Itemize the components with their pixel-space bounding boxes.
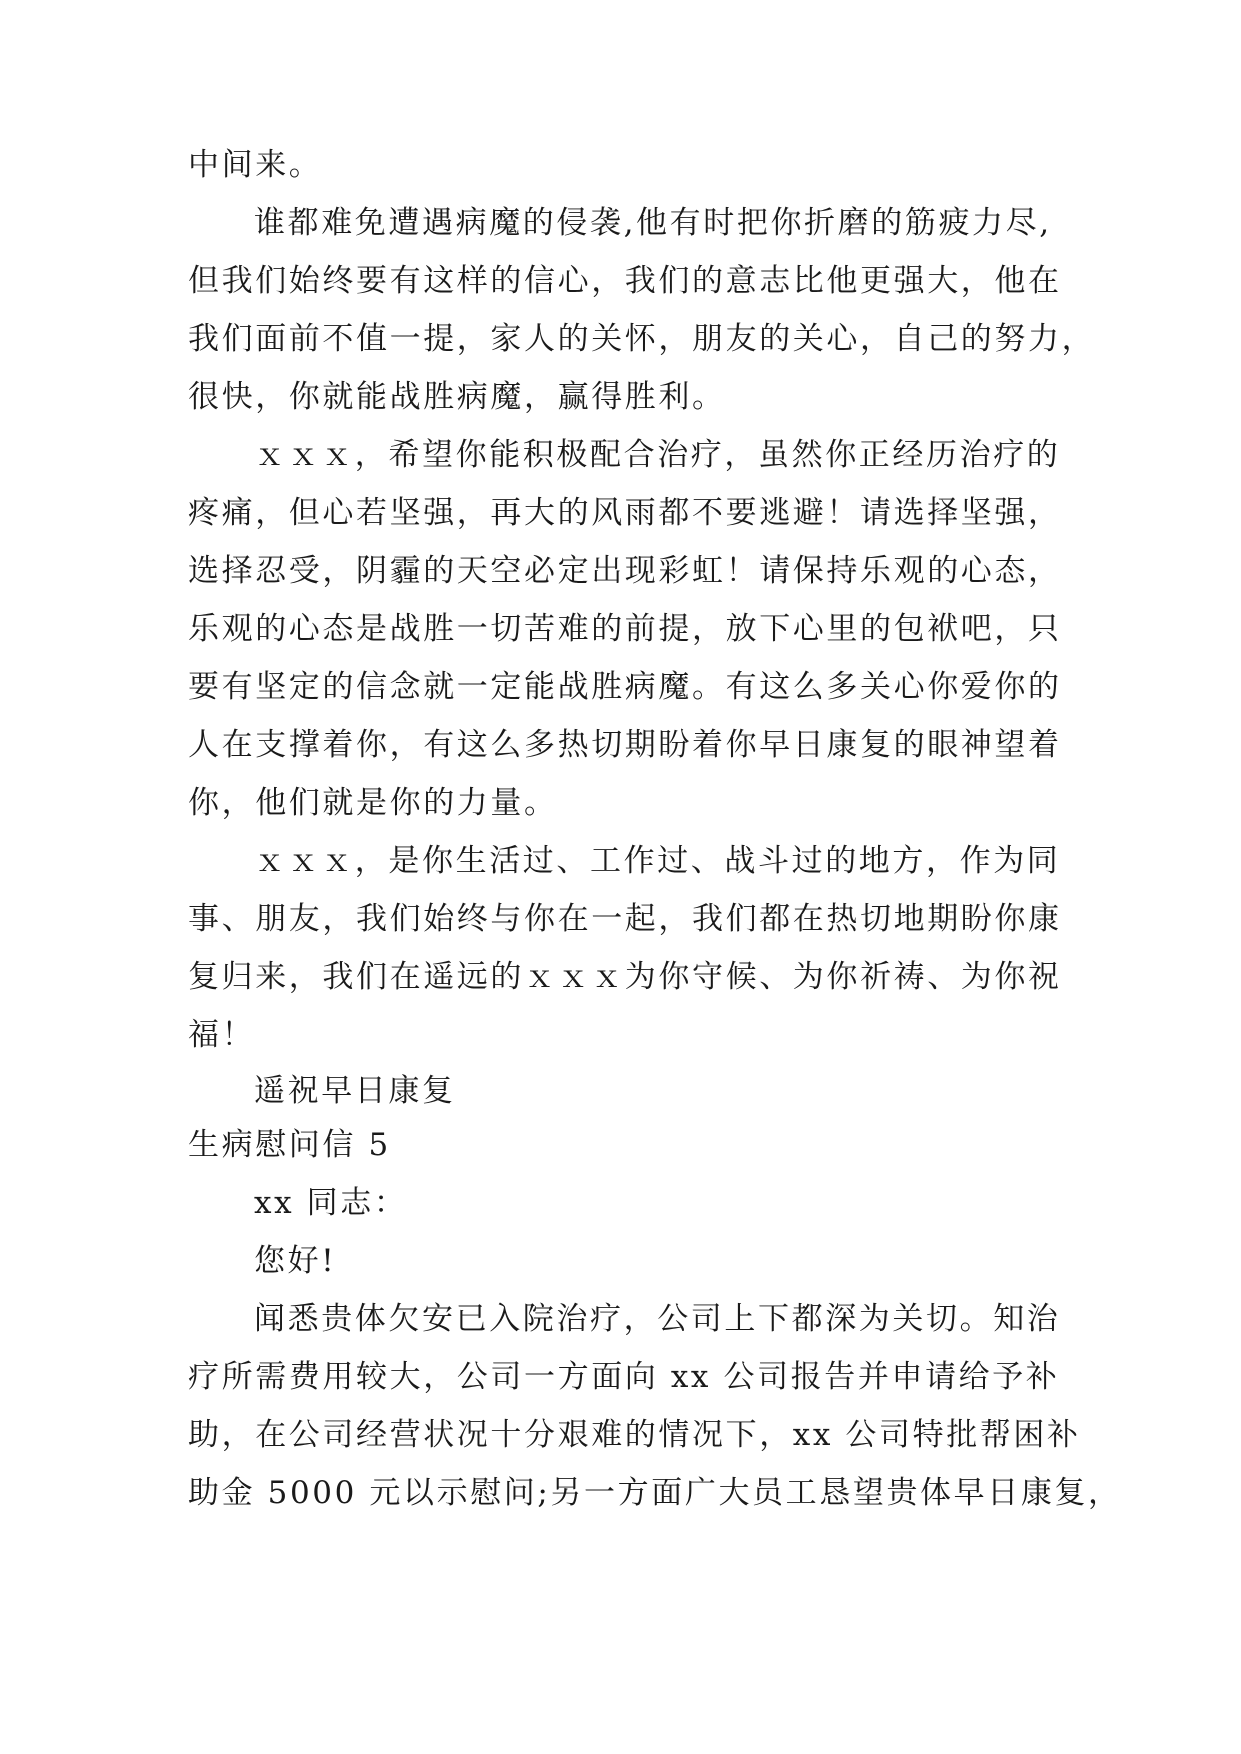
text-line: 但我们始终要有这样的信心，我们的意志比他更强大，他在	[188, 263, 1062, 299]
text-line: 我们面前不值一提，家人的关怀，朋友的关心，自己的努力，	[188, 321, 1096, 357]
text-line: 助，在公司经营状况十分艰难的情况下，xx 公司特批帮困补	[188, 1417, 1081, 1453]
text-line: 很快，你就能战胜病魔，赢得胜利。	[188, 379, 726, 415]
text-line: 助金 5000 元以示慰问;另一方面广大员工恳望贵体早日康复，	[188, 1475, 1122, 1511]
salutation: xx 同志：	[254, 1185, 408, 1221]
text-line: ｘｘｘ，是你生活过、工作过、战斗过的地方，作为同	[254, 843, 1061, 879]
text-line: 人在支撑着你，有这么多热切期盼着你早日康复的眼神望着	[188, 727, 1062, 763]
text-line: 闻悉贵体欠安已入院治疗，公司上下都深为关切。知治	[254, 1301, 1061, 1337]
text-line: 谁都难免遭遇病魔的侵袭,他有时把你折磨的筋疲力尽,	[254, 205, 1052, 241]
text-line: 要有坚定的信念就一定能战胜病魔。有这么多关心你爱你的	[188, 669, 1062, 705]
closing-line: 遥祝早日康复	[254, 1073, 456, 1109]
text-line: 中间来。	[188, 147, 323, 183]
text-line: 选择忍受，阴霾的天空必定出现彩虹！请保持乐观的心态，	[188, 553, 1062, 589]
section-heading: 生病慰问信 5	[188, 1127, 391, 1163]
text-line: 你，他们就是你的力量。	[188, 785, 558, 821]
greeting: 您好!	[254, 1243, 337, 1279]
text-line: ｘｘｘ，希望你能积极配合治疗，虽然你正经历治疗的	[254, 437, 1061, 473]
text-line: 乐观的心态是战胜一切苦难的前提，放下心里的包袱吧，只	[188, 611, 1062, 647]
text-line: 疼痛，但心若坚强，再大的风雨都不要逃避！请选择坚强，	[188, 495, 1062, 531]
text-line: 事、朋友，我们始终与你在一起，我们都在热切地期盼你康	[188, 901, 1062, 937]
text-line: 疗所需费用较大，公司一方面向 xx 公司报告并申请给予补	[188, 1359, 1060, 1395]
text-line: 福！	[188, 1017, 256, 1053]
text-line: 复归来，我们在遥远的ｘｘｘ为你守候、为你祈祷、为你祝	[188, 959, 1062, 995]
